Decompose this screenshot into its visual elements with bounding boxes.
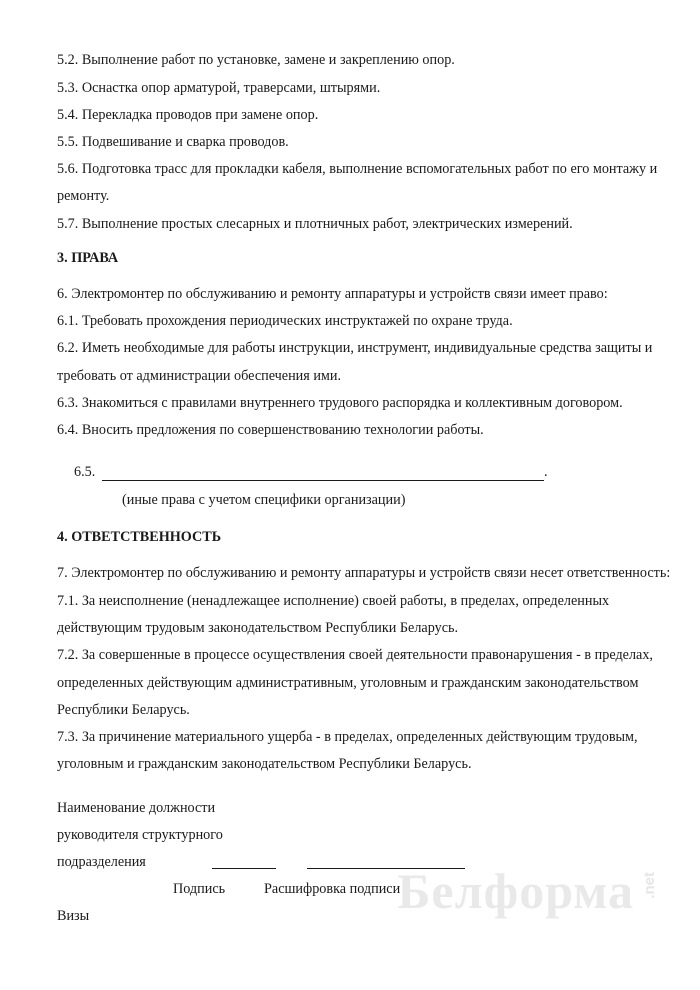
resp-7-2-line3: Республики Беларусь. [57, 702, 190, 718]
resp-7-3-line2: уголовным и гражданским законодательством Республики Беларусь. [57, 756, 472, 772]
resp-7-1-line2: действующим трудовым законодательством Республики Беларусь. [57, 620, 459, 636]
rights-heading: 3. ПРАВА [57, 250, 119, 266]
signature-line [212, 868, 276, 869]
duty-5-6-line2: ремонту. [57, 188, 110, 204]
signature-decode-label: Расшифровка подписи [264, 881, 401, 897]
right-6-1: 6.1. Требовать прохождения периодических инструктажей по охране труда. [57, 313, 513, 329]
resp-7-1-line1: 7.1. За неисполнение (ненадлежащее исполнение) своей работы, в пределах, определенных [57, 593, 610, 609]
resp-7-2-line1: 7.2. За совершенные в процессе осуществления своей деятельности правонарушения - в пределах, [57, 647, 653, 663]
belforma-watermark: Белформа [397, 863, 634, 919]
duty-5-7: 5.7. Выполнение простых слесарных и плотничных работ, электрических измерений. [57, 216, 573, 232]
duty-5-2: 5.2. Выполнение работ по установке, замене и закреплению опор. [57, 52, 455, 68]
belforma-watermark-domain: .net [641, 872, 658, 899]
resp-7-2-line2: определенных действующим административным, уголовным и гражданским законодательством [57, 675, 639, 691]
right-6-4: 6.4. Вносить предложения по совершенствованию технологии работы. [57, 422, 484, 438]
right-6-5-label: 6.5. [74, 464, 96, 480]
signature-position-line1: Наименование должности [57, 800, 216, 816]
signature-label: Подпись [173, 881, 226, 897]
right-6-5-fill-line [102, 480, 544, 481]
duty-5-3: 5.3. Оснастка опор арматурой, траверсами, штырями. [57, 80, 381, 96]
duty-5-5: 5.5. Подвешивание и сварка проводов. [57, 134, 289, 150]
duty-5-6-line1: 5.6. Подготовка трасс для прокладки кабеля, выполнение вспомогательных работ по его монтажу и [57, 161, 658, 177]
rights-intro: 6. Электромонтер по обслуживанию и ремонту аппаратуры и устройств связи имеет право: [57, 286, 608, 302]
right-6-5-end: . [544, 464, 548, 480]
signature-position-line2: руководителя структурного [57, 827, 223, 843]
resp-7-3-line1: 7.3. За причинение материального ущерба - в пределах, определенных действующим трудовым, [57, 729, 638, 745]
right-6-2-line1: 6.2. Иметь необходимые для работы инструкции, инструмент, индивидуальные средства защиты и [57, 340, 653, 356]
responsibility-intro: 7. Электромонтер по обслуживанию и ремонту аппаратуры и устройств связи несет ответственность: [57, 565, 671, 581]
responsibility-heading: 4. ОТВЕТСТВЕННОСТЬ [57, 529, 222, 545]
right-6-5-caption: (иные права с учетом специфики организации) [122, 492, 406, 508]
right-6-2-line2: требовать от администрации обеспечения ими. [57, 368, 342, 384]
signature-position-line3: подразделения [57, 854, 146, 870]
right-6-3: 6.3. Знакомиться с правилами внутреннего трудового распорядка и коллективным договором. [57, 395, 623, 411]
duty-5-4: 5.4. Перекладка проводов при замене опор. [57, 107, 319, 123]
visas-label: Визы [57, 908, 90, 924]
